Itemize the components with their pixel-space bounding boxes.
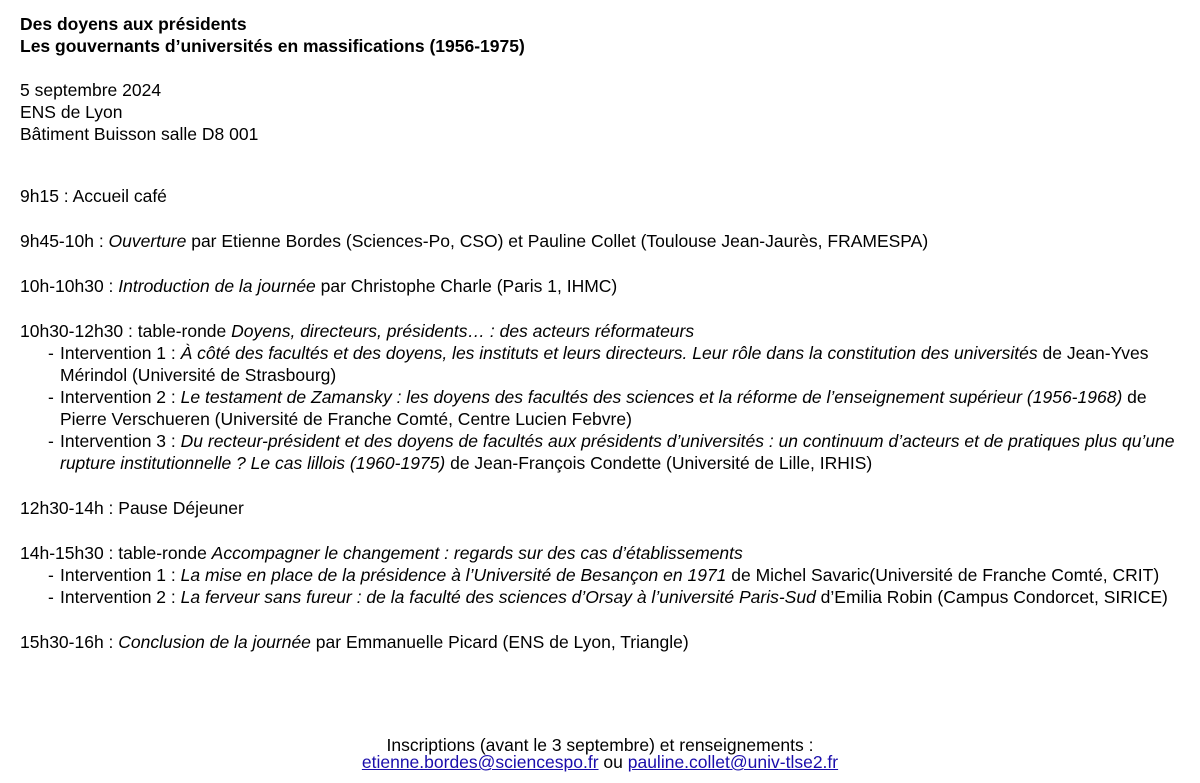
intervention-prefix: Intervention 1 : xyxy=(60,565,181,585)
event-venue: ENS de Lyon xyxy=(20,102,123,122)
session-lunch xyxy=(20,497,1185,519)
intervention-speaker: de Jean-Yves Mérindol (Université de Strasbourg) xyxy=(60,343,1149,385)
email-separator: ou xyxy=(598,752,628,772)
session-time: 15h30-16h : xyxy=(20,632,119,652)
session-time: 9h45-10h : xyxy=(20,231,109,251)
session-roundtable-1 xyxy=(20,320,1185,342)
intervention-item: - Intervention 1 : À côté des facultés et des doyens, les instituts et leurs directeurs. Leur rôle dans la constitution des universités de Jean-Yves Mérindol (Université de Strasbourg) xyxy=(48,343,1149,385)
session-time: 12h30-14h : xyxy=(20,498,119,518)
session-conclusion xyxy=(20,631,1185,653)
session-title: Doyens, directeurs, présidents… : des acteurs réformateurs xyxy=(231,321,695,341)
title-line-2: Les gouvernants d’universités en massifications (1956-1975) xyxy=(20,36,525,56)
intervention-item: - Intervention 2 : Le testament de Zamansky : les doyens des facultés des sciences et la réforme de l’enseignement supérieur (1956-1968) de Pierre Verschueren (Université de Franche Comté, Centre Lucien Febvre) xyxy=(48,387,1147,429)
intervention-title: La mise en place de la présidence à l’Université de Besançon en 1971 xyxy=(180,565,727,585)
intervention-speaker: d’Emilia Robin (Campus Condorcet, SIRICE) xyxy=(815,587,1168,607)
session-time: 9h15 : xyxy=(20,186,73,206)
roundtable-2-interventions xyxy=(20,564,1185,608)
event-date: 5 septembre 2024 xyxy=(20,80,162,100)
email-link-pauline[interactable]: pauline.collet@univ-tlse2.fr xyxy=(627,752,839,772)
event-room: Bâtiment Buisson salle D8 001 xyxy=(20,124,259,144)
intervention-speaker: de Michel Savaric(Université de Franche Comté, CRIT) xyxy=(726,565,1160,585)
intervention-title: Le testament de Zamansky : les doyens des facultés des sciences et la réforme de l’enseignement supérieur (1956-1968) xyxy=(180,387,1123,407)
session-time: 14h-15h30 : table-ronde xyxy=(20,543,212,563)
session-speakers: par Christophe Charle (Paris 1, IHMC) xyxy=(315,276,618,296)
intervention-title: Du recteur-président et des doyens de facultés aux présidents d’universités : un continuum d’acteurs et de pratiques plus qu’une rupture institutionnelle ? Le cas lillois (1960-1975) xyxy=(60,431,1175,473)
session-title: Introduction de la journée xyxy=(118,276,316,296)
session-speakers: par Etienne Bordes (Sciences-Po, CSO) et Pauline Collet (Toulouse Jean-Jaurès, FRAMESPA) xyxy=(186,231,929,251)
session-speakers: par Emmanuelle Picard (ENS de Lyon, Triangle) xyxy=(310,632,689,652)
registration-text: Inscriptions (avant le 3 septembre) et renseignements : xyxy=(386,735,814,755)
intervention-item: - Intervention 3 : Du recteur-président et des doyens de facultés aux présidents d’universités : un continuum d’acteurs et de pratiques plus qu’une rupture institutionnelle ? Le cas lillois (1960-1975) de Jean-François Condette (Université de Lille, IRHIS) xyxy=(48,431,1175,473)
session-roundtable-2 xyxy=(20,542,1185,564)
title-line-1: Des doyens aux présidents xyxy=(20,14,247,34)
intervention-prefix: Intervention 1 : xyxy=(60,343,181,363)
session-title: Conclusion de la journée xyxy=(118,632,311,652)
contact-emails xyxy=(0,754,1200,771)
session-time: 10h30-12h30 : table-ronde xyxy=(20,321,232,341)
intervention-speaker: de Pierre Verschueren (Université de Franche Comté, Centre Lucien Febvre) xyxy=(60,387,1147,429)
session-intro xyxy=(20,275,1185,297)
intervention-prefix: Intervention 3 : xyxy=(60,431,181,451)
session-welcome xyxy=(20,185,1185,207)
session-text: Accueil café xyxy=(72,186,167,206)
intervention-speaker: de Jean-François Condette (Université de Lille, IRHIS) xyxy=(445,453,873,473)
intervention-item: - Intervention 2 : La ferveur sans fureur : de la faculté des sciences d’Orsay à l’université Paris-Sud d’Emilia Robin (Campus Condorcet, SIRICE) xyxy=(48,587,1168,607)
intervention-prefix: Intervention 2 : xyxy=(60,387,181,407)
intervention-item: - Intervention 1 : La mise en place de la présidence à l’Université de Besançon en 1971 de Michel Savaric(Université de Franche Comté, CRIT) xyxy=(48,565,1160,585)
session-title: Ouverture xyxy=(108,231,187,251)
session-opening xyxy=(20,230,1185,252)
intervention-prefix: Intervention 2 : xyxy=(60,587,181,607)
program-document xyxy=(20,13,1185,653)
registration-footer xyxy=(0,737,1200,771)
session-text: Pause Déjeuner xyxy=(118,498,244,518)
intervention-title: À côté des facultés et des doyens, les instituts et leurs directeurs. Leur rôle dans la constitution des universités xyxy=(180,343,1038,363)
session-time: 10h-10h30 : xyxy=(20,276,119,296)
roundtable-1-interventions xyxy=(20,342,1185,474)
intervention-title: La ferveur sans fureur : de la faculté des sciences d’Orsay à l’université Paris-Sud xyxy=(180,587,816,607)
email-link-etienne[interactable]: etienne.bordes@sciencespo.fr xyxy=(361,752,599,772)
session-title: Accompagner le changement : regards sur des cas d’établissements xyxy=(211,543,743,563)
